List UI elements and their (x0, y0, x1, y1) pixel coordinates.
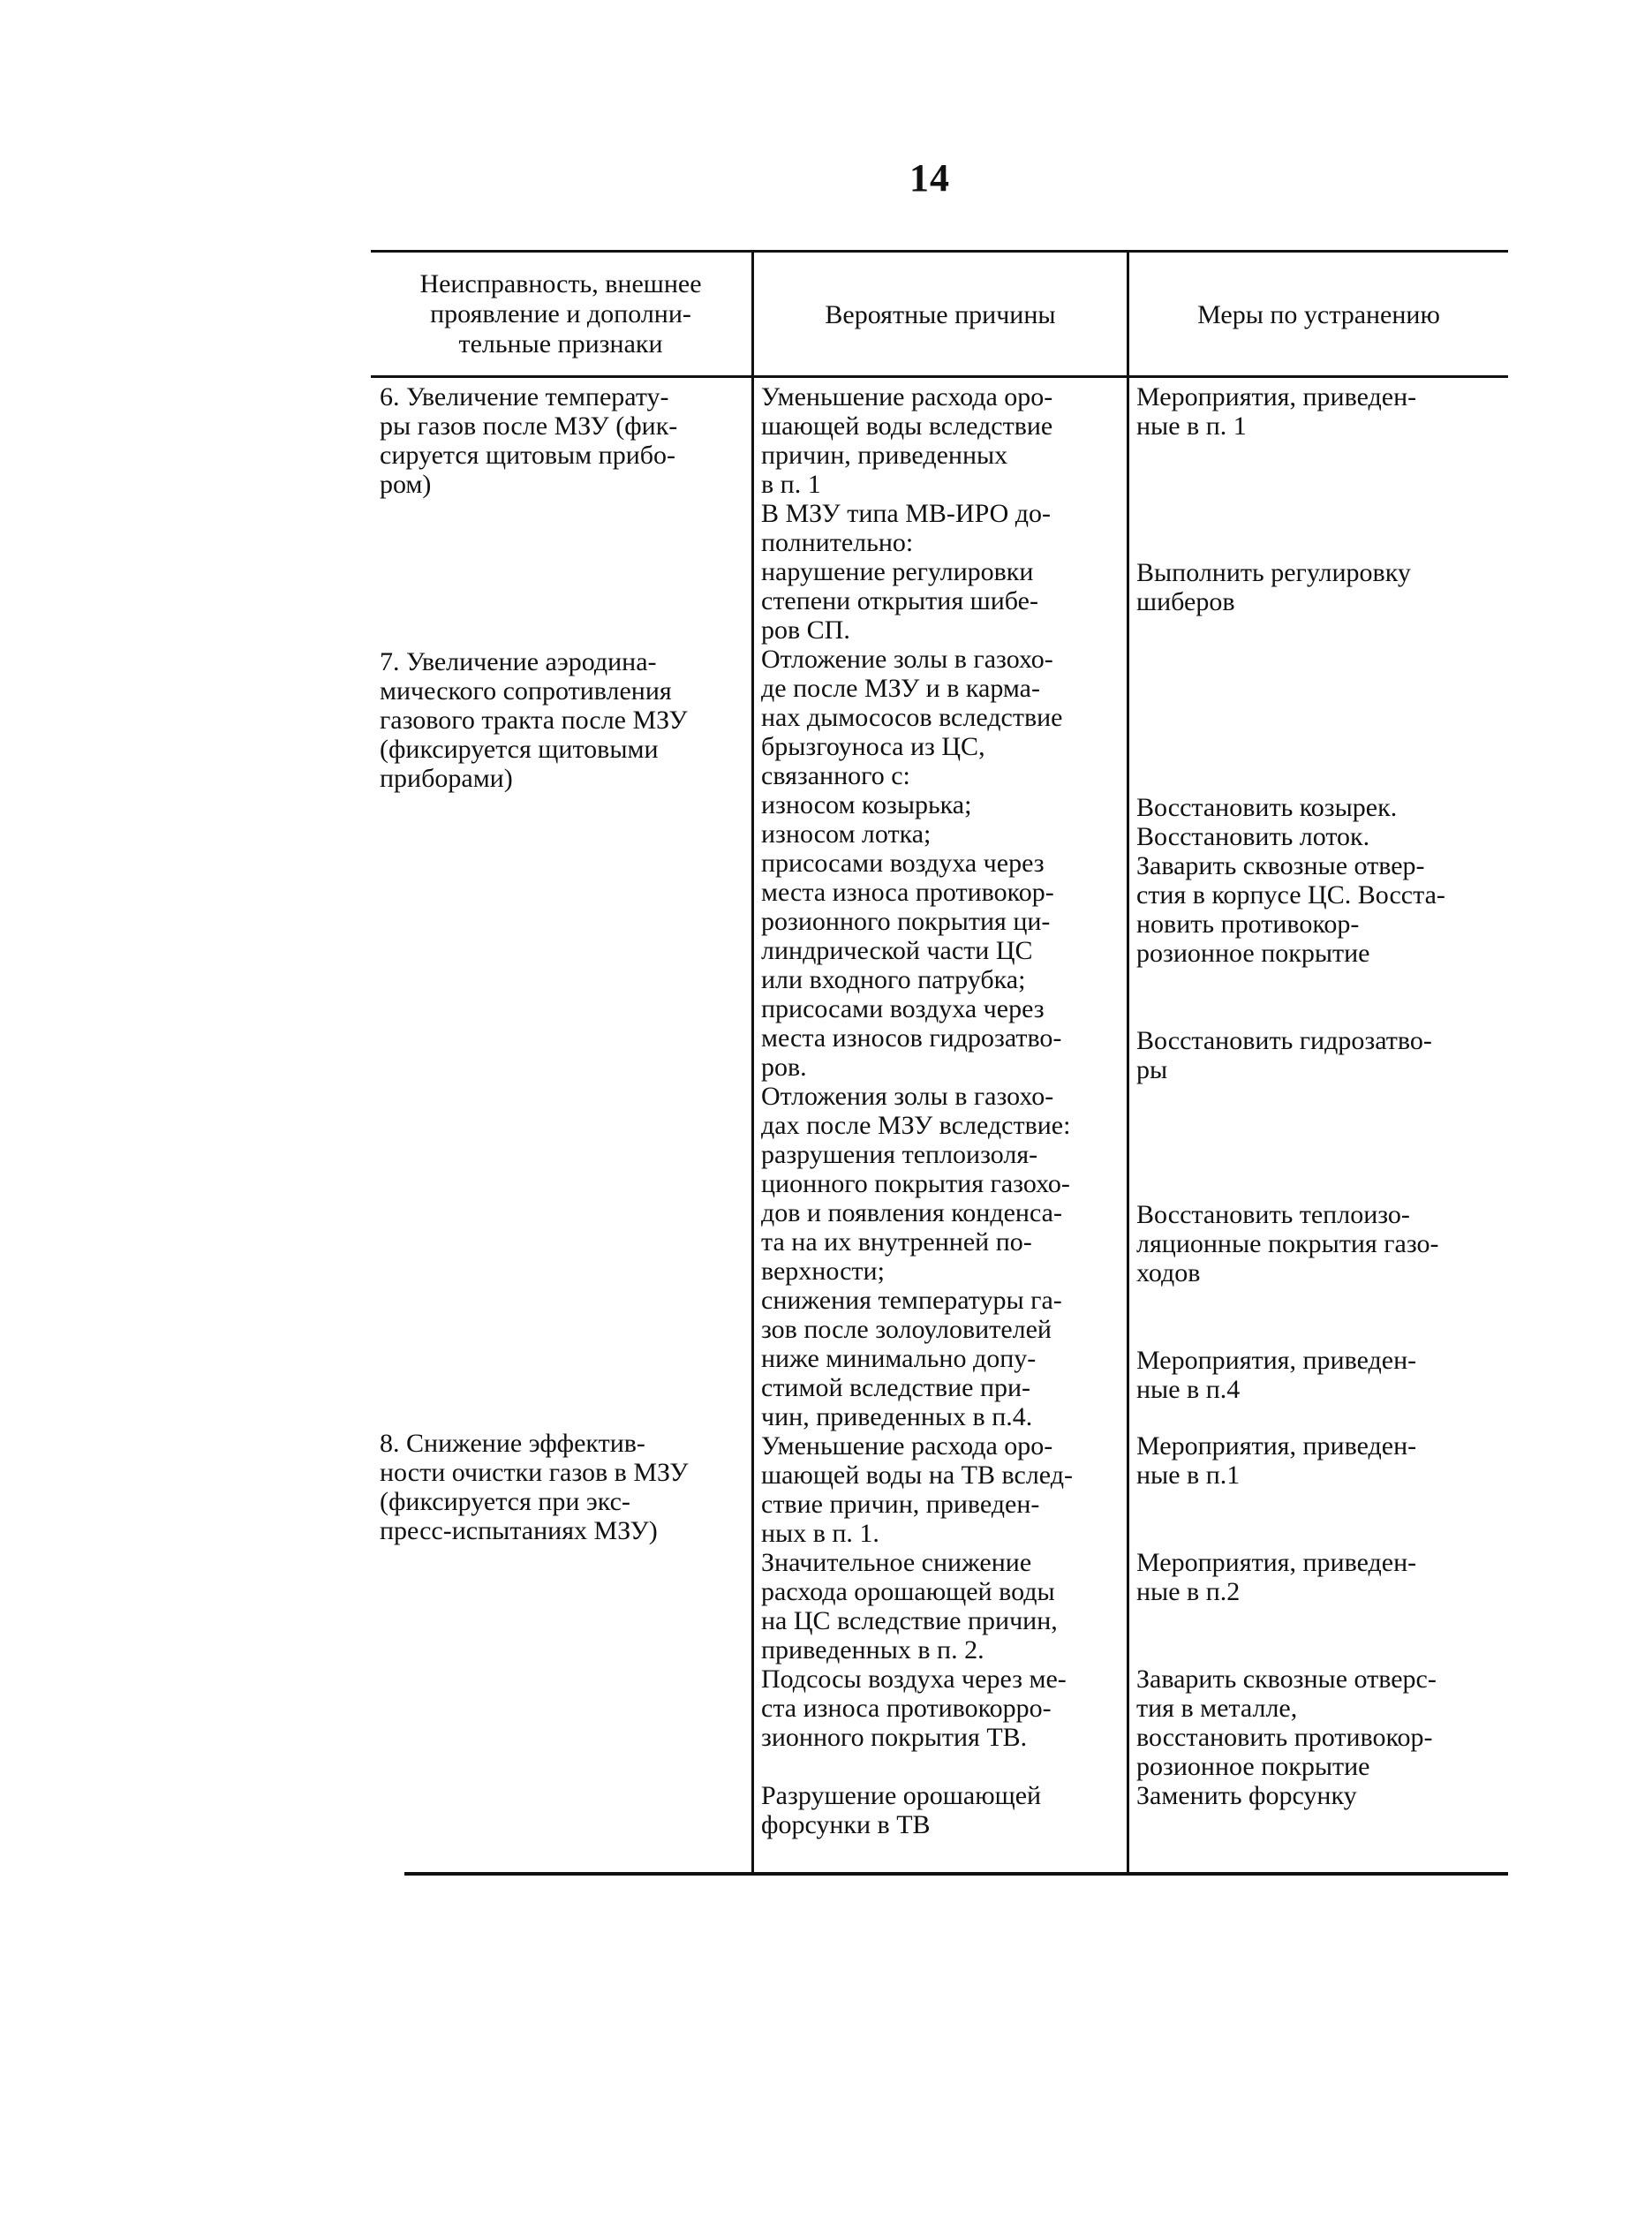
fault-line: пресс-испытаниях МЗУ) (380, 1516, 658, 1545)
fault-line: ры газов после МЗУ (фик- (380, 411, 678, 441)
cause-line: брызгоуноса из ЦС, (761, 732, 985, 761)
measure-line: ляционные покрытия газо- (1136, 1229, 1439, 1258)
page-number: 14 (909, 156, 950, 200)
measure-line: Мероприятия, приведен- (1136, 1346, 1417, 1375)
cause-line: места износа противокор- (761, 878, 1054, 907)
table-bottom-rule (404, 1872, 1508, 1876)
fault-line: приборами) (380, 764, 513, 793)
measure-line: Выполнить регулировку (1136, 558, 1411, 587)
measure-line: Восстановить лоток. (1136, 822, 1370, 851)
measure-line: стия в корпусе ЦС. Восста- (1136, 880, 1445, 910)
cause-line: розионного покрытия ци- (761, 907, 1051, 936)
cause-line: шающей воды вследствие (761, 411, 1053, 441)
measure-line: Мероприятия, приведен- (1136, 382, 1417, 411)
measure-line: Восстановить гидрозатво- (1136, 1026, 1432, 1055)
cause-line: присосами воздуха через (761, 849, 1045, 878)
measure-line: ные в п.4 (1136, 1375, 1241, 1404)
cause-line: износом лотка; (761, 819, 932, 849)
header-fault-line: тельные признаки (458, 329, 663, 359)
cause-line: причин, приведенных (761, 441, 1008, 470)
measure-line: шиберов (1136, 587, 1235, 616)
cause-line: связанного с: (761, 761, 910, 790)
measure-line: восстановить противокор- (1136, 1723, 1433, 1752)
measure-line: ные в п.1 (1136, 1461, 1241, 1490)
cause-line: ров СП. (761, 615, 850, 645)
fault-line: сируется щитовым прибо- (380, 441, 676, 470)
cause-line: в п. 1 (761, 470, 821, 499)
cause-line: линдрической части ЦС (761, 936, 1033, 965)
cause-line: Уменьшение расхода оро- (761, 382, 1053, 411)
measure-line: Заварить сквозные отверс- (1136, 1665, 1437, 1694)
fault-line: (фиксируется щитовыми (380, 735, 659, 764)
header-causes (756, 300, 1125, 330)
measure-line: Восстановить теплоизо- (1136, 1200, 1410, 1229)
cause-line: стимой вследствие при- (761, 1373, 1031, 1402)
cause-line: ров. (761, 1053, 807, 1082)
cause-line: шающей воды на ТВ вслед- (761, 1461, 1073, 1490)
cause-line: места износов гидрозатво- (761, 1023, 1062, 1053)
measure-line: Заменить форсунку (1136, 1781, 1357, 1810)
cause-line: нарушение регулировки (761, 557, 1034, 586)
header-fault-line: проявление и дополни- (430, 299, 691, 328)
cause-line: верхности; (761, 1257, 885, 1286)
measure-line: Мероприятия, приведен- (1136, 1431, 1417, 1461)
cause-line: ствие причин, приведен- (761, 1490, 1040, 1519)
fault-line: газового тракта после МЗУ (380, 706, 688, 735)
cause-line: Отложение золы в газохо- (761, 645, 1053, 674)
fault-line: 7. Увеличение аэродина- (380, 647, 657, 676)
fault-line: ности очистки газов в МЗУ (380, 1458, 689, 1487)
cause-line: степени открытия шибе- (761, 586, 1038, 615)
cause-line: износом козырька; (761, 790, 972, 819)
measure-line: Мероприятия, приведен- (1136, 1548, 1417, 1577)
header-fault (375, 269, 746, 359)
cause-line: Подсосы воздуха через ме- (761, 1665, 1067, 1694)
fault-line: мического сопротивления (380, 676, 672, 706)
cause-line: присосами воздуха через (761, 994, 1045, 1023)
cause-line: дов и появления конденса- (761, 1198, 1062, 1227)
header-measures (1131, 300, 1506, 330)
cause-line: Значительное снижение (761, 1548, 1032, 1577)
header-causes-line: Вероятные причины (825, 300, 1056, 329)
cause-line: Уменьшение расхода оро- (761, 1431, 1053, 1461)
cause-line: расхода орошающей воды (761, 1577, 1055, 1606)
column-divider-1 (751, 250, 754, 1873)
measure-line: Заварить сквозные отвер- (1136, 851, 1425, 880)
fault-line: 8. Снижение эффектив- (380, 1429, 645, 1458)
fault-line: 6. Увеличение температу- (380, 382, 669, 411)
cause-line: де после МЗУ и в карма- (761, 674, 1040, 703)
measure-line: ные в п.2 (1136, 1577, 1241, 1606)
measure-line: новить противокор- (1136, 910, 1360, 939)
cause-line: полнительно: (761, 528, 914, 557)
cause-line: Отложения золы в газохо- (761, 1082, 1054, 1111)
cause-line: ционного покрытия газохо- (761, 1169, 1070, 1198)
cause-line: нах дымососов вследствие (761, 703, 1063, 732)
cause-line: ста износа противокорро- (761, 1694, 1052, 1723)
column-divider-2 (1127, 250, 1129, 1873)
cause-line: форсунки в ТВ (761, 1810, 931, 1839)
cause-line: разрушения теплоизоля- (761, 1140, 1038, 1169)
cause-line: снижения температуры га- (761, 1286, 1062, 1315)
measure-line: ры (1136, 1055, 1168, 1084)
header-fault-line: Неисправность, внешнее (419, 269, 702, 298)
header-bottom-rule (371, 375, 1508, 378)
measure-line: ные в п. 1 (1136, 411, 1247, 441)
measure-line: розионное покрытие (1136, 939, 1370, 968)
cause-line: приведенных в п. 2. (761, 1635, 984, 1665)
header-measures-line: Меры по устранению (1197, 300, 1440, 329)
cause-line: или входного патрубка; (761, 965, 1026, 994)
cause-line: ных в п. 1. (761, 1519, 879, 1548)
cause-line: зионного покрытия ТВ. (761, 1723, 1028, 1752)
cause-line: дах после МЗУ вследствие: (761, 1111, 1071, 1140)
measure-line: розионное покрытие (1136, 1752, 1370, 1781)
cause-line: на ЦС вследствие причин, (761, 1606, 1058, 1635)
cause-line: ниже минимально допу- (761, 1344, 1037, 1373)
cause-line: Разрушение орошающей (761, 1781, 1042, 1810)
cause-line: зов после золоуловителей (761, 1315, 1052, 1344)
cause-line: та на их внутренней по- (761, 1227, 1032, 1257)
measure-line: тия в металле, (1136, 1694, 1298, 1723)
fault-line: ром) (380, 470, 432, 499)
measure-line: ходов (1136, 1258, 1201, 1287)
measure-line: Восстановить козырек. (1136, 793, 1398, 822)
cause-line: В МЗУ типа МВ-ИРО до- (761, 499, 1052, 528)
table-top-rule (371, 250, 1508, 253)
fault-line: (фиксируется при экс- (380, 1487, 630, 1516)
cause-line: чин, приведенных в п.4. (761, 1402, 1033, 1431)
